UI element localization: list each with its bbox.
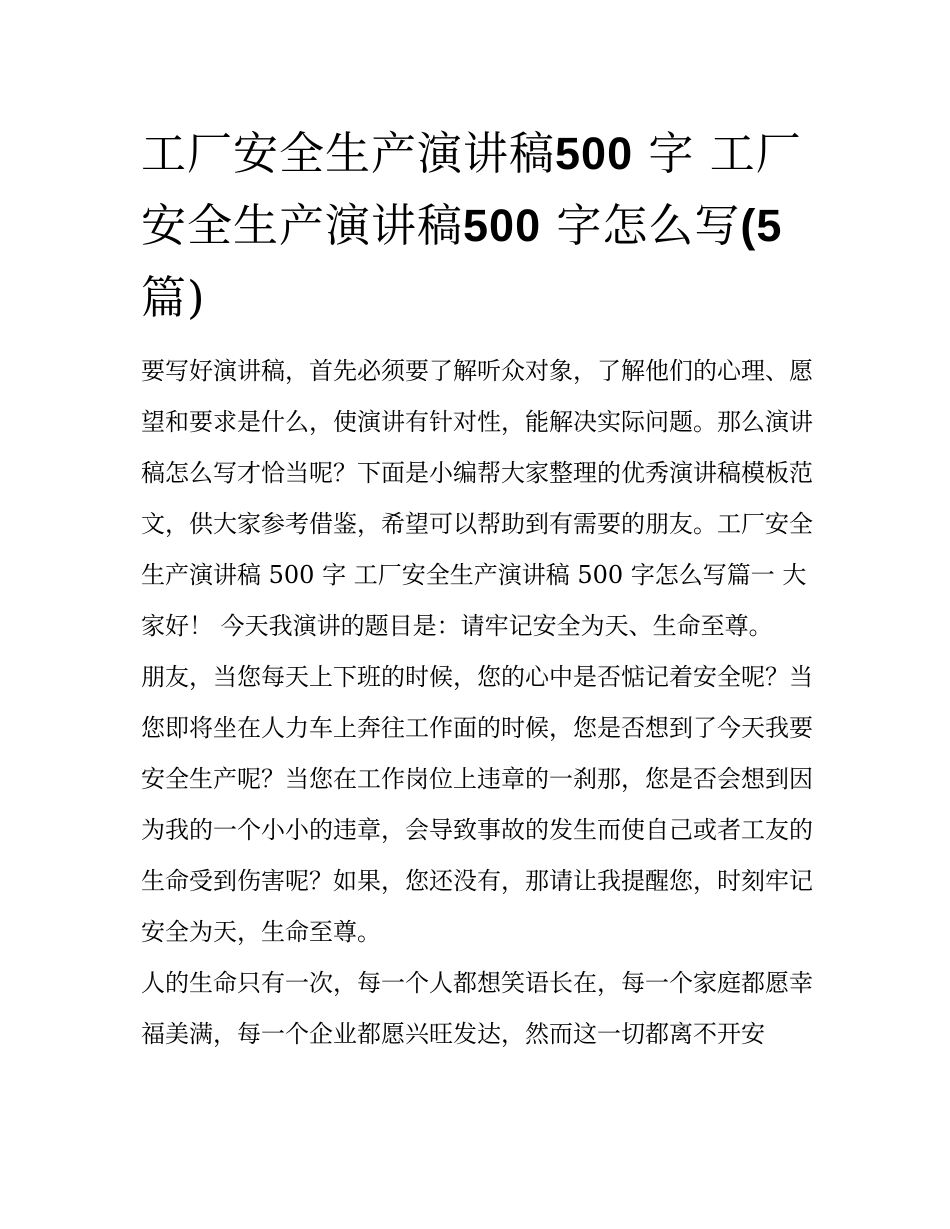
title-number: 500 [555, 128, 634, 179]
title-text: 字 工厂安全生产演讲稿 [141, 127, 802, 252]
body-paragraph: 朋友，当您每天上下班的时候，您的心中是否惦记着安全呢？当您即将坐在人力车上奔往工作面的时候，您是否想到了今天我要安全生产呢？当您在工作岗位上违章的一刹那，您是否会想到因为我的一个小小的违章，会导致事故的发生而使自己或者工友的生命受到伤害呢？如果，您还没有，那请让我提醒您，时刻牢记安全为天，生命至尊。 [141, 663, 813, 946]
title-number: (5 [740, 200, 783, 251]
document-title [141, 118, 813, 334]
title-number: 500 [463, 200, 542, 251]
title-text: 工厂安全生产演讲稿 [141, 127, 556, 180]
body-paragraph: 人的生命只有一次，每一个人都想笑语长在，每一个家庭都愿幸福美满，每一个企业都愿兴旺发达，然而这一切都离不开安 [141, 969, 813, 1048]
title-text: 篇) [141, 271, 206, 324]
intro-paragraph: 要写好演讲稿，首先必须要了解听众对象，了解他们的心理、愿望和要求是什么，使演讲有针对性，能解决实际问题。那么演讲稿怎么写才恰当呢？下面是小编帮大家整理的优秀演讲稿模板范文，供大家参考借鉴，希望可以帮助到有需要的朋友。工厂安全生产演讲稿 500 字 工厂安全生产演讲稿 500 字怎么写篇一 大家好！ 今天我演讲的题目是：请牢记安全为天、生命至尊。 [141, 357, 813, 640]
title-text: 字怎么写 [541, 199, 741, 252]
document-body [141, 118, 813, 1060]
